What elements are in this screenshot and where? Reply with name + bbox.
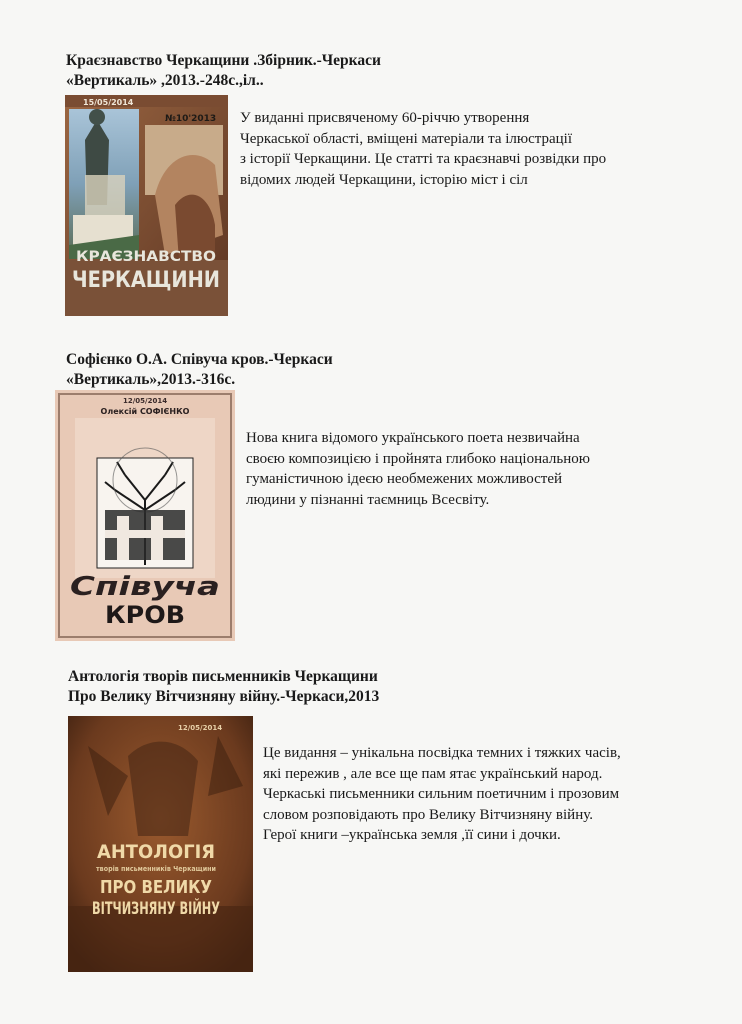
book-1-title-line-1: Краєзнавство Черкащини .Збірник.-Черкаси: [66, 52, 381, 69]
book-2-cover-author: Олексій СОФІЄНКО: [100, 407, 190, 416]
book-3-description-line-4: словом розповідають про Велику Вітчизняну війну.: [263, 806, 593, 823]
book-1-cover-title-top: КРАЄЗНАВСТВО: [76, 249, 217, 265]
book-2-description-line-4: людини у пізнанні таємниць Всесвіту.: [246, 491, 490, 508]
book-1-cover-stamp: 15/05/2014: [83, 98, 134, 107]
book-1-description-line-3: з історії Черкащини. Це статті та краєзнавчі розвідки про: [240, 151, 607, 167]
book-2-description: [246, 428, 590, 510]
book-1-cover-title-bottom: ЧЕРКАЩИНИ: [72, 268, 220, 293]
book-2-description-line-3: гуманістичною ідеєю необмежених можливостей: [246, 471, 563, 487]
book-3-title-line-1: Антологія творів письменників Черкащини: [68, 668, 378, 685]
book-3-cover-image: [68, 716, 285, 972]
book-3-description-line-3: Черкаські письменники сильним поетичним і прозовим: [263, 786, 620, 802]
book-1-cover-issue: №10'2013: [165, 114, 217, 124]
book-2-title-line-1: Софієнко О.А. Співуча кров.-Черкаси: [66, 351, 333, 368]
book-1-title: [66, 51, 381, 91]
book-3-description: [263, 743, 621, 846]
book-2-cover-image: [55, 390, 235, 641]
book-1-title-line-2: «Вертикаль» ,2013.-248с.,іл..: [66, 72, 264, 89]
book-1-description: [240, 108, 606, 190]
book-3-title: [68, 667, 379, 707]
book-1-description-line-2: Черкаської області, вміщені матеріали та ілюстрації: [240, 130, 572, 147]
book-1-cover-image: [65, 95, 228, 316]
book-2-title: [66, 350, 333, 390]
book-3-description-line-1: Це видання – унікальна посвідка темних і тяжких часів,: [263, 745, 621, 761]
book-3-cover-line-3: ПРО ВЕЛИКУ: [100, 877, 213, 898]
book-3-description-line-5: Герої книги –українська земля ,її сини і дочки.: [263, 827, 561, 843]
book-1-description-line-4: відомих людей Черкащини, історію міст і сіл: [240, 171, 528, 188]
book-3-title-line-2: Про Велику Вітчизняну війну.-Черкаси,2013: [68, 688, 380, 705]
book-1-description-line-1: У виданні присвяченому 60-річчю утворення: [240, 110, 530, 126]
book-2-description-line-2: своєю композицією і пройнята глибоко національною: [246, 450, 590, 467]
book-3-cover-stamp: 12/05/2014: [178, 724, 223, 732]
book-3-cover-line-1: АНТОЛОГІЯ: [97, 841, 215, 863]
book-2-cover-title-top: Співуча: [70, 572, 220, 602]
book-2-cover-title-bottom: КРОВ: [105, 601, 185, 629]
book-2-cover-stamp: 12/05/2014: [123, 397, 168, 405]
book-3-cover-line-4: ВІТЧИЗНЯНУ ВІЙНУ: [92, 899, 285, 919]
book-2-title-line-2: «Вертикаль»,2013.-316с.: [66, 371, 236, 388]
book-3-cover-line-2: творів письменників Черкащини: [96, 865, 217, 873]
book-2-description-line-1: Нова книга відомого українського поета незвичайна: [246, 430, 580, 446]
book-3-description-line-2: які пережив , але все ще пам ятає український народ.: [263, 765, 603, 782]
